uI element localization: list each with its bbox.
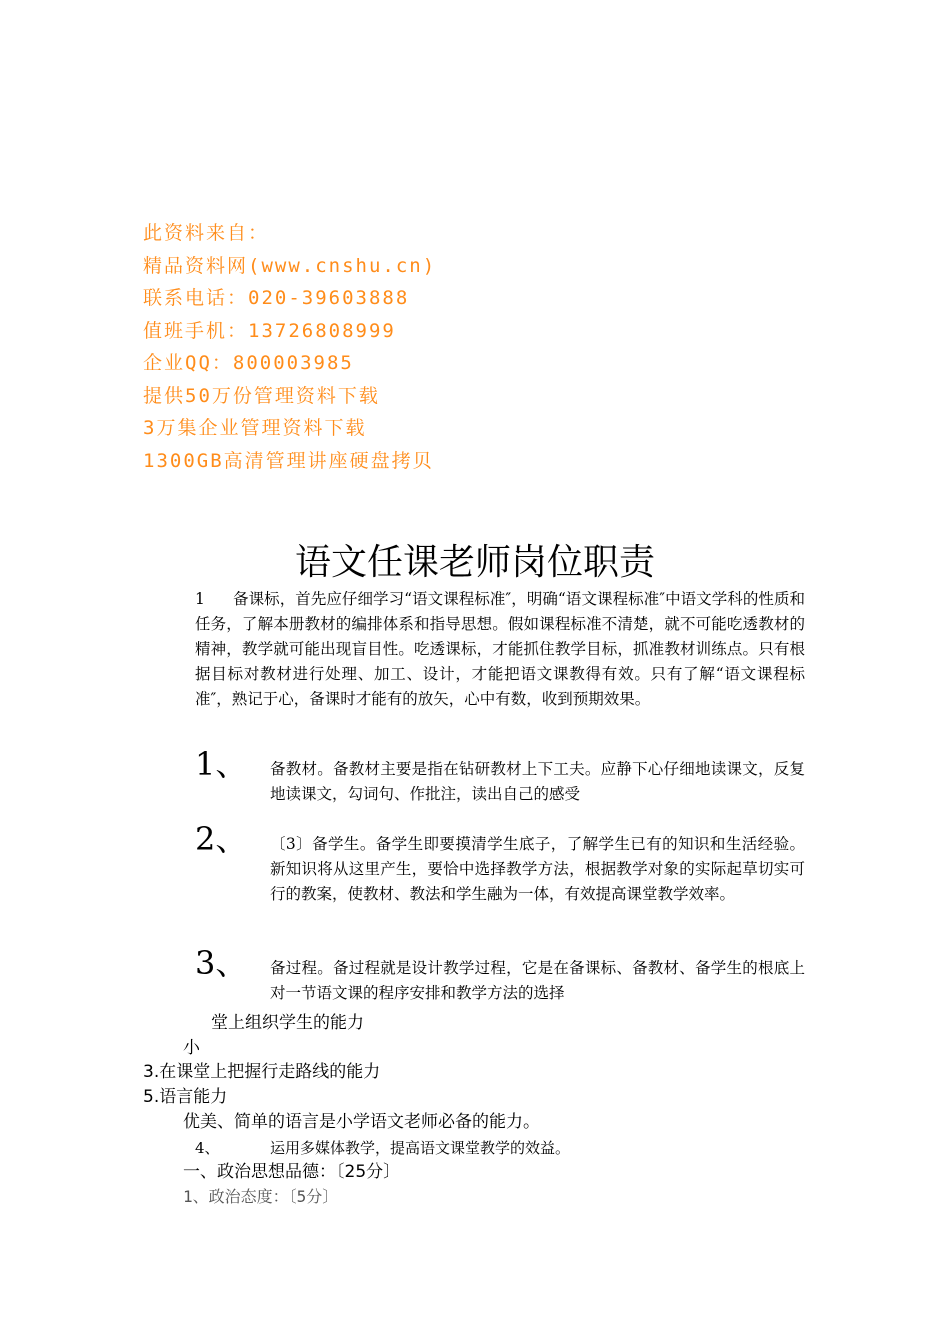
text-line: 优美、简单的语言是小学语文老师必备的能力。 (183, 1112, 540, 1132)
promo-line: 此资料来自： (143, 222, 270, 244)
text-line: 3.在课堂上把握行走路线的能力 (143, 1062, 381, 1082)
section-heading: 一、政治思想品德：〔25分〕 (183, 1162, 401, 1182)
page-title: 语文任课老师岗位职责 (294, 542, 655, 583)
text-line: 5.语言能力 (143, 1087, 228, 1107)
promo-line: 联系电话：020-39603888 (143, 287, 410, 309)
item-text: 备过程。备过程就是设计教学过程，它是在备课标、备教材、备学生的根底上对一节语文课的程序安排和教学方法的选择 (270, 959, 805, 1002)
promo-line: 值班手机：13726808999 (143, 320, 396, 342)
item-number: 3、 (195, 944, 248, 982)
intro-number: 1 (195, 590, 205, 608)
promo-line: 企业QQ：800003985 (143, 352, 354, 374)
text-line: 1、政治态度：〔5分〕 (183, 1187, 339, 1206)
item-number: 2、 (195, 820, 248, 858)
item-text: 〔3〕备学生。备学生即要摸清学生底子，了解学生已有的知识和生活经验。新知识将从这里产生，要恰中选择教学方法，根据教学对象的实际起草切实可行的教案，使教材、教法和学生融为一体，有效提高课堂教学效率。 (270, 835, 805, 903)
promo-line: 3万集企业管理资料下载 (143, 417, 367, 439)
promo-line: 精品资料网(www.cnshu.cn) (143, 255, 437, 277)
item-number: 4、 (195, 1139, 220, 1157)
text-line: 运用多媒体教学，提高语文课堂教学的效益。 (270, 1139, 571, 1157)
intro-text: 备课标，首先应仔细学习“语文课程标准″，明确“语文课程标准″中语文学科的性质和任务，了解本册教材的编排体系和指导思想。假如课程标准不清楚，就不可能吃透教材的精神，教学就可能出现盲目性。吃透课标，才能抓住教学目标，抓准教材训练点。只有根据目标对教材进行处理、加工、设计，才能把语文课教得有效。只有了解“语文课程标准″，熟记于心，备课时才能有的放矢，心中有数，收到预期效果。 (195, 590, 805, 708)
item-text: 备教材。备教材主要是指在钻研教材上下工夫。应静下心仔细地读课文，反复地读课文，勾词句、作批注，读出自己的感受 (270, 760, 805, 803)
promo-line: 1300GB高清管理讲座硬盘拷贝 (143, 450, 434, 472)
promo-line: 提供50万份管理资料下载 (143, 385, 380, 407)
text-line: 堂上组织学生的能力 (211, 1013, 364, 1033)
intro-paragraph (195, 587, 805, 712)
item-number: 1、 (195, 745, 248, 783)
text-line: 小 (183, 1038, 200, 1058)
